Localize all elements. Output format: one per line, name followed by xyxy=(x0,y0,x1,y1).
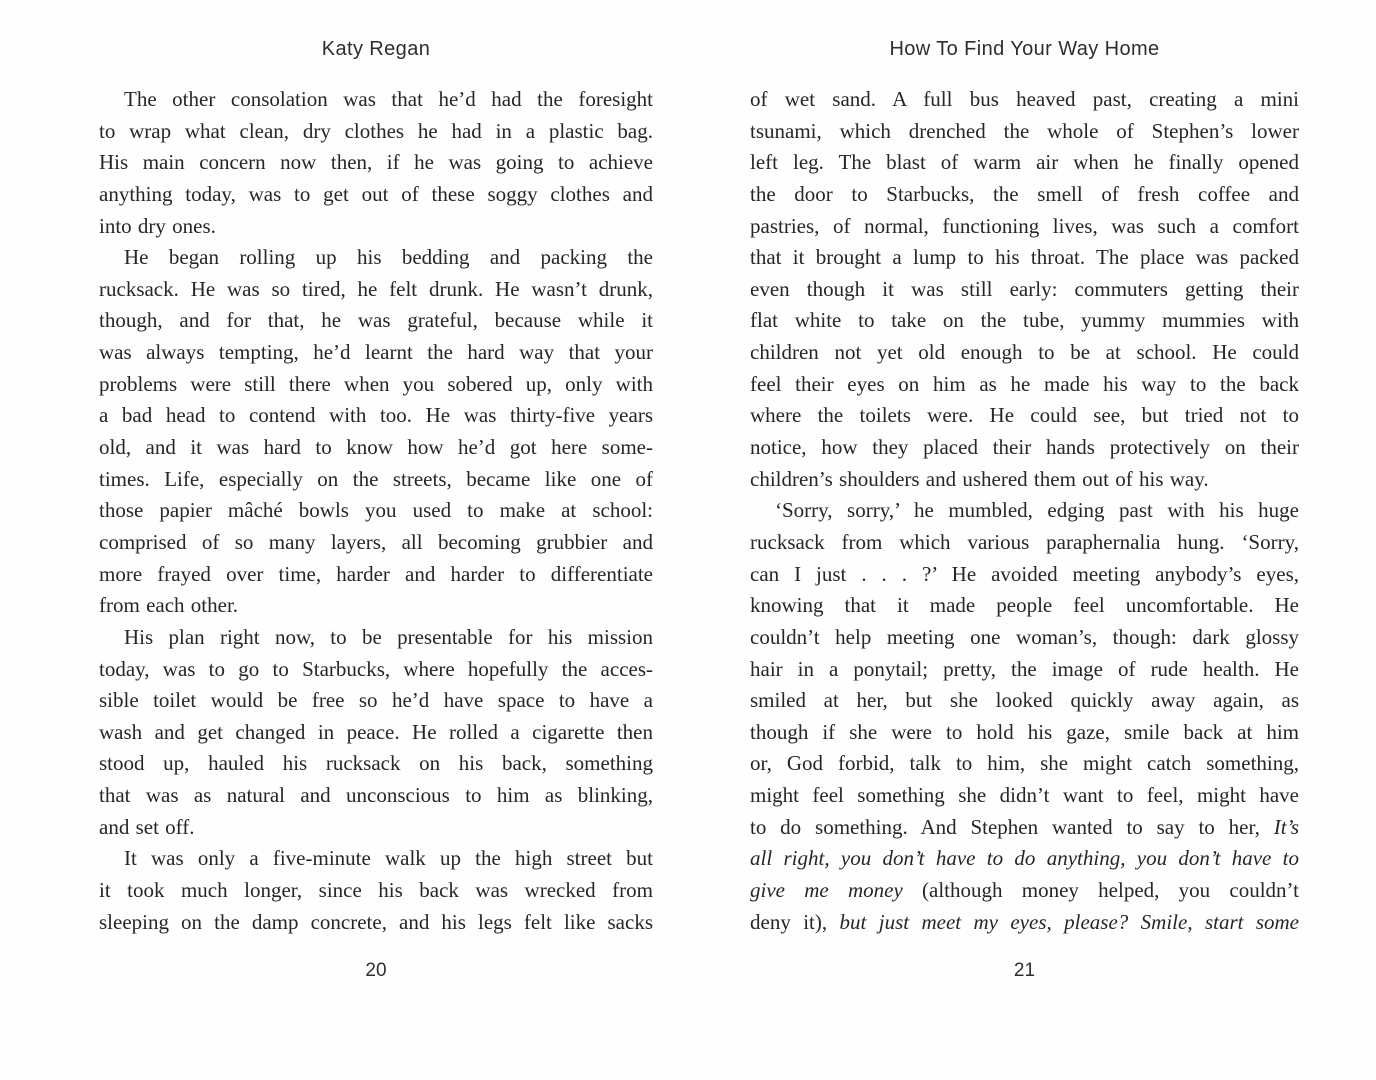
text-line xyxy=(750,622,1299,654)
text-segment: tsunami, which drenched the whole of Stephen’s lower xyxy=(750,118,1299,143)
text-line xyxy=(750,147,1299,179)
text-line xyxy=(750,590,1299,622)
text-line xyxy=(99,147,653,179)
text-column-right xyxy=(750,84,1299,938)
text-line xyxy=(750,242,1299,274)
text-line xyxy=(750,369,1299,401)
text-line xyxy=(99,875,653,907)
text-line xyxy=(99,432,653,464)
text-line xyxy=(99,559,653,591)
text-segment: knowing that it made people feel uncomfortable. He xyxy=(750,593,1299,618)
page-20 xyxy=(99,0,653,1080)
text-line xyxy=(99,274,653,306)
text-line xyxy=(99,590,653,622)
text-segment: left leg. The blast of warm air when he finally opened xyxy=(750,150,1299,175)
text-segment: feel their eyes on him as he made his way to the back xyxy=(750,371,1299,396)
text-line xyxy=(99,527,653,559)
text-segment: His main concern now then, if he was going to achieve xyxy=(99,150,653,175)
text-line xyxy=(99,337,653,369)
text-line xyxy=(99,748,653,780)
text-line xyxy=(99,369,653,401)
text-segment: problems were still there when you sobered up, only with xyxy=(99,371,653,396)
text-line xyxy=(99,211,653,243)
text-line xyxy=(750,527,1299,559)
italic-text-segment: give me money xyxy=(750,878,903,903)
text-line xyxy=(750,780,1299,812)
text-line xyxy=(99,84,653,116)
italic-text-segment: all right, you don’t have to do anything, you don’t have to xyxy=(750,846,1299,871)
text-segment: those papier mâché bowls you used to make at school: xyxy=(99,498,653,523)
text-segment: rucksack. He was so tired, he felt drunk. He wasn’t drunk, xyxy=(99,276,653,301)
text-line xyxy=(99,685,653,717)
page-number-right: 21 xyxy=(1013,960,1036,981)
text-line xyxy=(99,654,653,686)
text-segment: deny it), xyxy=(750,909,840,934)
text-segment: pastries, of normal, functioning lives, was such a comfort xyxy=(750,213,1299,238)
text-line xyxy=(750,875,1299,907)
text-line xyxy=(750,559,1299,591)
text-line xyxy=(750,84,1299,116)
text-line xyxy=(750,685,1299,717)
text-segment: more frayed over time, harder and harder to differentiate xyxy=(99,561,653,586)
text-segment: flat white to take on the tube, yummy mummies with xyxy=(750,308,1299,333)
text-segment: stood up, hauled his rucksack on his back, something xyxy=(99,751,653,776)
text-segment: He began rolling up his bedding and packing the xyxy=(124,245,653,270)
text-line xyxy=(99,717,653,749)
text-line xyxy=(750,305,1299,337)
text-segment: sleeping on the damp concrete, and his legs felt like sacks xyxy=(99,909,653,934)
text-line xyxy=(750,812,1299,844)
text-line xyxy=(99,622,653,654)
text-segment: though if she were to hold his gaze, smile back at him xyxy=(750,719,1299,744)
text-segment: a bad head to contend with too. He was thirty-five years xyxy=(99,403,653,428)
text-line xyxy=(750,907,1299,939)
text-segment: to wrap what clean, dry clothes he had in a plastic bag. xyxy=(99,118,653,143)
text-segment: from each other. xyxy=(99,593,239,618)
text-segment: that was as natural and unconscious to him as blinking, xyxy=(99,783,653,808)
running-header-author: Katy Regan xyxy=(321,38,431,60)
running-header-title: How To Find Your Way Home xyxy=(889,38,1160,60)
text-line xyxy=(750,179,1299,211)
text-segment: smiled at her, but she looked quickly away again, as xyxy=(750,688,1299,713)
text-segment: notice, how they placed their hands protectively on their xyxy=(750,435,1299,460)
text-segment: His plan right now, to be presentable for his mission xyxy=(124,624,653,649)
page-21 xyxy=(750,0,1299,1080)
text-segment: was always tempting, he’d learnt the hard way that your xyxy=(99,340,653,365)
text-segment: hair in a ponytail; pretty, the image of rude health. He xyxy=(750,656,1299,681)
text-segment: though, and for that, he was grateful, because while it xyxy=(99,308,653,333)
text-segment: comprised of so many layers, all becoming grubbier and xyxy=(99,529,653,554)
text-line xyxy=(750,464,1299,496)
text-segment: today, was to go to Starbucks, where hopefully the acces- xyxy=(99,656,653,681)
text-line xyxy=(750,654,1299,686)
text-segment: sible toilet would be free so he’d have space to have a xyxy=(99,688,653,713)
text-segment: where the toilets were. He could see, but tried not to xyxy=(750,403,1299,428)
text-segment: couldn’t help meeting one woman’s, though: dark glossy xyxy=(750,624,1299,649)
text-segment: to do something. And Stephen wanted to say to her, xyxy=(750,814,1274,839)
text-line xyxy=(99,843,653,875)
text-line xyxy=(99,400,653,432)
text-line xyxy=(750,337,1299,369)
text-segment: anything today, was to get out of these soggy clothes and xyxy=(99,181,653,206)
text-segment: might feel something she didn’t want to feel, might have xyxy=(750,783,1299,808)
text-line xyxy=(99,179,653,211)
text-line xyxy=(99,305,653,337)
text-segment: wash and get changed in peace. He rolled a cigarette then xyxy=(99,719,653,744)
text-segment: ‘Sorry, sorry,’ he mumbled, edging past with his huge xyxy=(775,498,1299,523)
italic-text-segment: but just meet my eyes, please? Smile, start some xyxy=(839,909,1300,934)
text-segment: and set off. xyxy=(99,814,195,839)
text-line xyxy=(99,812,653,844)
text-line xyxy=(750,748,1299,780)
text-segment: it took much longer, since his back was wrecked from xyxy=(99,878,653,903)
text-line xyxy=(99,464,653,496)
text-line xyxy=(99,780,653,812)
text-segment: even though it was still early: commuters getting their xyxy=(750,276,1299,301)
text-line xyxy=(750,495,1299,527)
text-segment: The other consolation was that he’d had the foresight xyxy=(124,87,653,111)
italic-text-segment: It’s xyxy=(1273,814,1299,839)
text-segment: that it brought a lump to his throat. The place was packed xyxy=(750,245,1299,270)
text-segment: (although money helped, you couldn’t xyxy=(902,878,1299,903)
text-line xyxy=(99,907,653,939)
text-segment: It was only a five-minute walk up the high street but xyxy=(124,846,653,871)
text-line xyxy=(750,400,1299,432)
page-number-left: 20 xyxy=(365,960,387,981)
text-line xyxy=(750,274,1299,306)
text-line xyxy=(750,116,1299,148)
text-segment: rucksack from which various paraphernalia hung. ‘Sorry, xyxy=(750,529,1299,554)
text-column-left xyxy=(99,84,653,938)
text-line xyxy=(99,242,653,274)
text-segment: the door to Starbucks, the smell of fresh coffee and xyxy=(750,181,1299,206)
text-line xyxy=(99,495,653,527)
text-segment: children not yet old enough to be at school. He could xyxy=(750,340,1299,365)
text-segment: into dry ones. xyxy=(99,213,216,238)
text-line xyxy=(750,717,1299,749)
text-line xyxy=(750,843,1299,875)
text-line xyxy=(750,432,1299,464)
text-segment: old, and it was hard to know how he’d got here some- xyxy=(99,435,653,460)
text-segment: of wet sand. A full bus heaved past, creating a mini xyxy=(750,87,1299,111)
text-segment: or, God forbid, talk to him, she might catch something, xyxy=(750,751,1299,776)
text-segment: can I just . . . ?’ He avoided meeting anybody’s eyes, xyxy=(750,561,1299,586)
text-line xyxy=(99,116,653,148)
text-segment: times. Life, especially on the streets, became like one of xyxy=(99,466,653,491)
text-segment: children’s shoulders and ushered them out of his way. xyxy=(750,466,1209,491)
text-line xyxy=(750,211,1299,243)
